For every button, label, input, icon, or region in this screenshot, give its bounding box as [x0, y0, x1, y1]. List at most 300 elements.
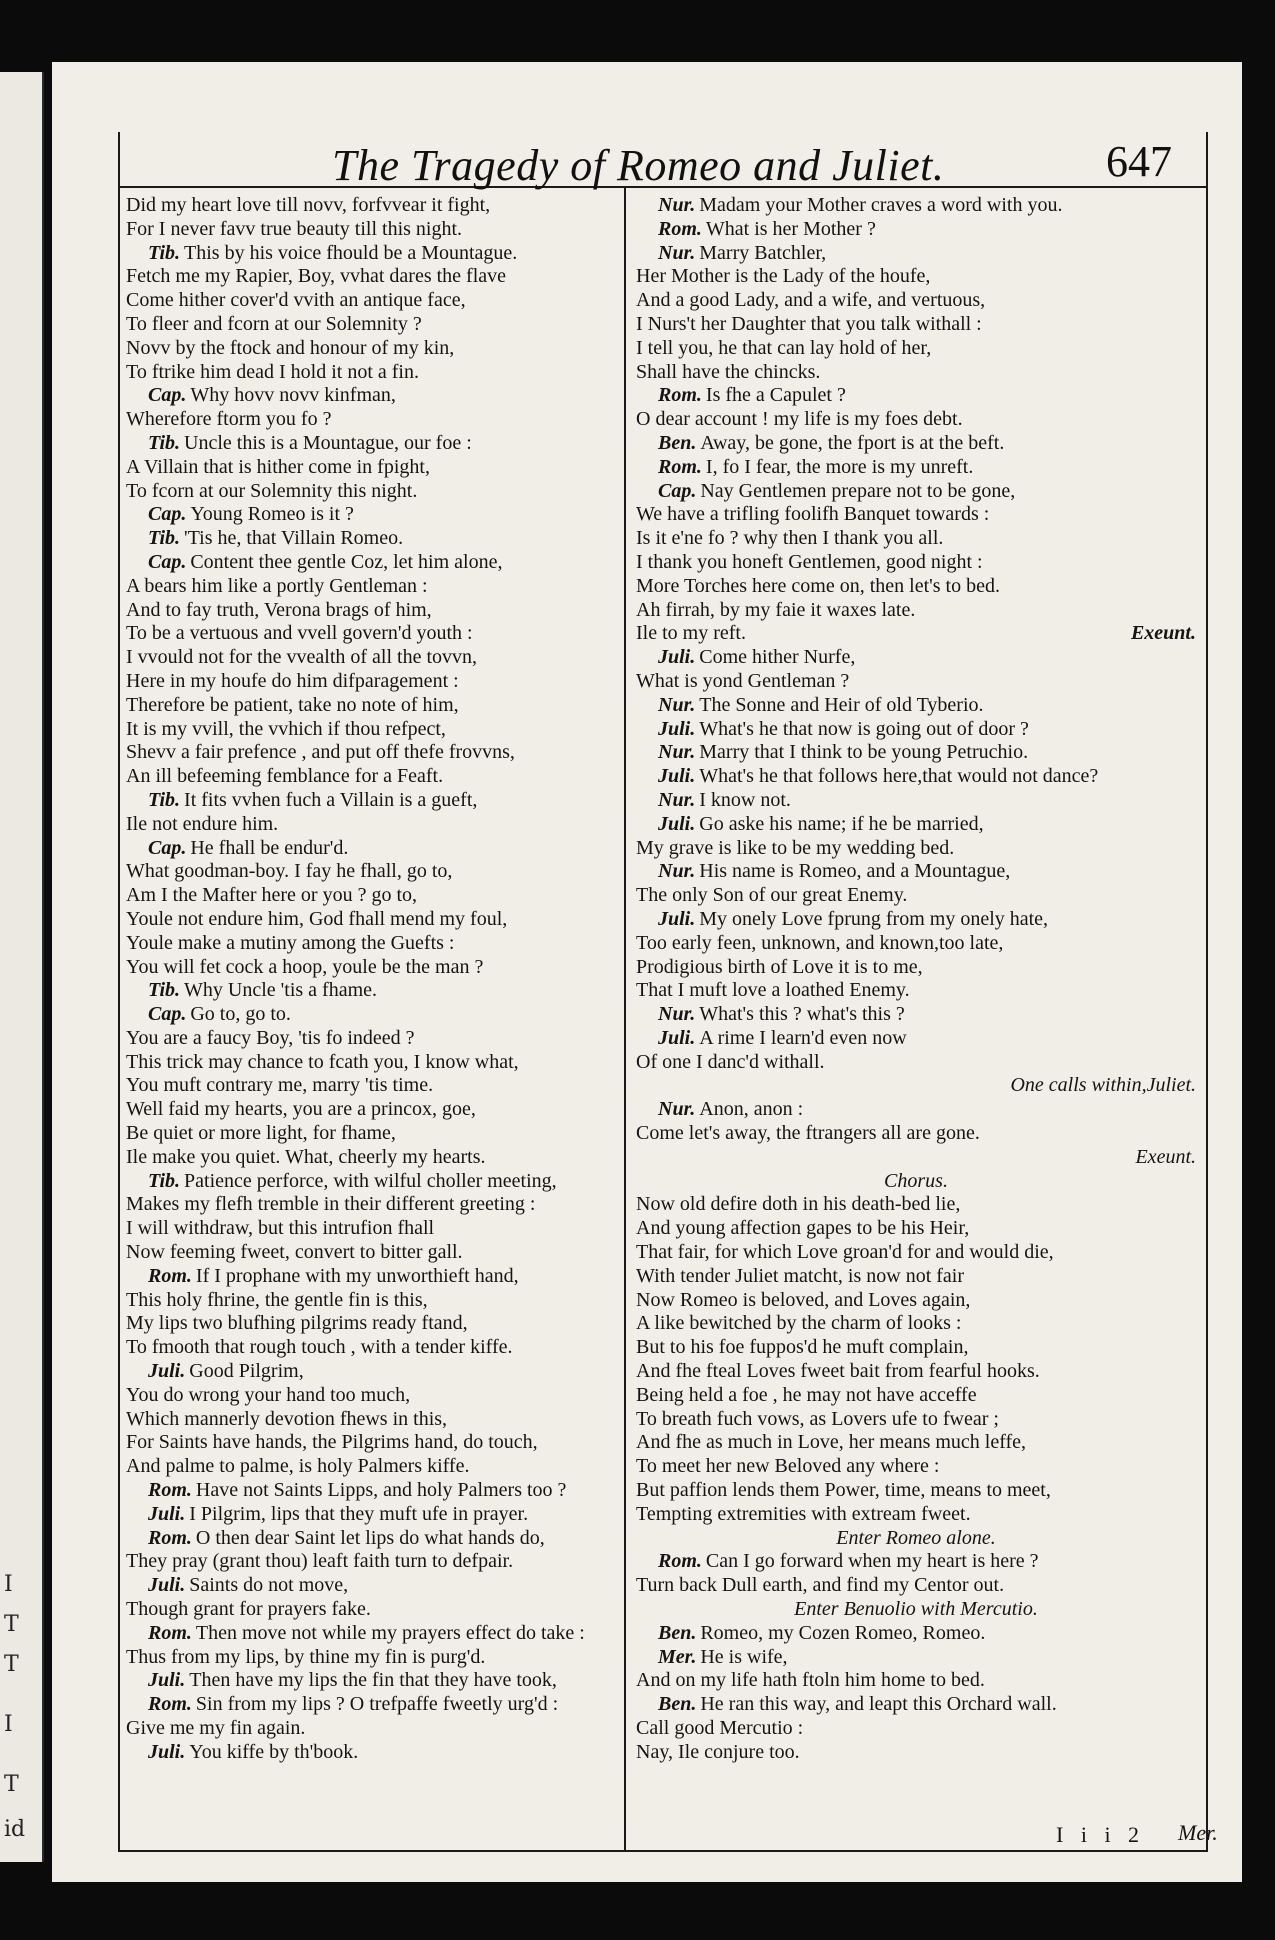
text-line [126, 718, 616, 742]
speaker-label: Nur. [658, 1098, 696, 1121]
line-text: I tell you, he that can lay hold of her, [636, 336, 932, 359]
line-text: You do wrong your hand too much, [126, 1383, 411, 1406]
line-text: With tender Juliet matcht, is now not fair [636, 1264, 965, 1287]
text-line [126, 384, 616, 408]
text-line [636, 908, 1196, 932]
line-text: Young Romeo is it ? [190, 503, 354, 526]
text-line [126, 1074, 616, 1098]
text-line [126, 1122, 616, 1146]
text-line [636, 1074, 1196, 1098]
text-line [126, 884, 616, 908]
edge-fragment: T [4, 1612, 19, 1637]
line-text: Exeunt. [1135, 1145, 1196, 1168]
line-text: Away, be gone, the fport is at the beft. [700, 431, 1005, 454]
catchword: Mer. [1178, 1820, 1218, 1845]
text-line [126, 456, 616, 480]
text-line [126, 194, 616, 218]
line-text: That fair, for which Love groan'd for and would die, [636, 1241, 1054, 1264]
text-line [636, 1122, 1196, 1146]
text-line [636, 1003, 1196, 1027]
edge-fragment: I [4, 1572, 13, 1597]
speaker-label: Nur. [658, 241, 696, 264]
line-text: Give me my fin again. [126, 1717, 306, 1739]
text-line [126, 908, 616, 932]
line-text: Nay Gentlemen prepare not to be gone, [700, 479, 1016, 502]
line-text: And fhe as much in Love, her means much leffe, [636, 1431, 1027, 1454]
line-text: O dear account ! my life is my foes debt. [636, 408, 963, 431]
text-line [636, 813, 1196, 837]
line-text: Content thee gentle Coz, let him alone, [190, 550, 503, 573]
speaker-label: Juli. [148, 1669, 186, 1692]
line-text: Then have my lips the fin that they have took, [189, 1669, 557, 1692]
text-line [126, 527, 616, 551]
text-line [126, 1479, 616, 1503]
speaker-label: Tib. [148, 979, 181, 1002]
line-text: He is wife, [700, 1645, 788, 1668]
line-text: It fits vvhen fuch a Villain is a gueft, [184, 788, 478, 811]
text-line [126, 694, 616, 718]
text-line [636, 1027, 1196, 1051]
speaker-label: Ben. [658, 1621, 697, 1644]
line-text: This holy fhrine, the gentle fin is this, [126, 1288, 428, 1311]
line-text: And on my life hath ftoln him home to bed. [636, 1669, 985, 1692]
text-line [126, 1669, 616, 1693]
text-line [636, 1669, 1196, 1693]
line-text: Is fhe a Capulet ? [705, 384, 846, 407]
line-text: A rime I learn'd even now [699, 1026, 907, 1049]
line-text: Now Romeo is beloved, and Loves again, [636, 1288, 971, 1311]
line-text: Youle not endure him, God fhall mend my foul, [126, 907, 508, 930]
line-text: Anon, anon : [699, 1098, 804, 1121]
line-text: Ile make you quiet. What, cheerly my hearts. [126, 1145, 486, 1168]
line-text: And fhe fteal Loves fweet bait from fearful hooks. [636, 1360, 1040, 1383]
line-text: Come hither Nurfe, [699, 646, 856, 669]
line-text: Have not Saints Lipps, and holy Palmers too ? [195, 1479, 567, 1502]
speaker-label: Rom. [658, 1550, 702, 1573]
edge-fragment: id [4, 1817, 26, 1842]
line-text: Enter Romeo alone. [836, 1526, 996, 1549]
text-line [636, 789, 1196, 813]
speaker-label: Mer. [658, 1645, 697, 1668]
line-text: The only Son of our great Enemy. [636, 884, 908, 907]
text-line [636, 551, 1196, 575]
line-text: Though grant for prayers fake. [126, 1598, 371, 1621]
text-line [636, 599, 1196, 623]
text-line [636, 289, 1196, 313]
line-text: And a good Lady, and a wife, and vertuous, [636, 289, 986, 312]
text-line [126, 1622, 616, 1646]
line-text: And to fay truth, Verona brags of him, [126, 598, 432, 621]
text-line [636, 1622, 1196, 1646]
speaker-label: Nur. [658, 693, 696, 716]
text-line [126, 837, 616, 861]
text-line [636, 1098, 1196, 1122]
text-line [126, 765, 616, 789]
text-line [126, 1146, 616, 1170]
line-text: Youle make a mutiny among the Guefts : [126, 931, 455, 954]
speaker-label: Nur. [658, 788, 696, 811]
line-text: I Pilgrim, lips that they muft ufe in prayer. [189, 1502, 529, 1525]
text-line [636, 575, 1196, 599]
text-line [636, 1741, 1196, 1765]
speaker-label: Rom. [658, 455, 702, 478]
speaker-label: Rom. [658, 384, 702, 407]
text-line [636, 1051, 1196, 1075]
line-text: Here in my houfe do him difparagement : [126, 669, 459, 692]
text-line [126, 1217, 616, 1241]
text-line [636, 1431, 1196, 1455]
line-text: 'Tis he, that Villain Romeo. [184, 527, 404, 550]
text-line [636, 1241, 1196, 1265]
line-text: Now old defire doth in his death-bed lie, [636, 1193, 961, 1216]
text-line [636, 218, 1196, 242]
line-text: Turn back Dull earth, and find my Centor out. [636, 1574, 1005, 1597]
line-text: More Torches here come on, then let's to bed. [636, 574, 1000, 597]
text-line [126, 575, 616, 599]
line-text: Too early feen, unknown, and known,too late, [636, 931, 1004, 954]
line-text: An ill befeeming femblance for a Feaft. [126, 765, 444, 788]
text-line [636, 361, 1196, 385]
text-line [126, 1289, 616, 1313]
speaker-label: Cap. [148, 384, 187, 407]
text-line [636, 1146, 1196, 1170]
line-text: Saints do not move, [189, 1574, 349, 1597]
line-text: He ran this way, and leapt this Orchard wall. [700, 1693, 1057, 1716]
text-line [636, 1550, 1196, 1574]
text-line [126, 1241, 616, 1265]
text-line [126, 1527, 616, 1551]
left-text-column [126, 194, 616, 1765]
line-text: One calls within,Juliet. [1010, 1074, 1196, 1097]
line-text: What's this ? what's this ? [699, 1003, 905, 1026]
line-text: Her Mother is the Lady of the houfe, [636, 265, 931, 288]
text-line [126, 1431, 616, 1455]
text-line [636, 956, 1196, 980]
line-text: Ah firrah, by my faie it waxes late. [636, 598, 916, 621]
line-text: Wherefore ftorm you fo ? [126, 408, 332, 431]
text-line [126, 599, 616, 623]
text-line [636, 456, 1196, 480]
text-line [126, 622, 616, 646]
text-line [126, 432, 616, 456]
speaker-label: Rom. [148, 1264, 192, 1287]
line-text: Come hither cover'd vvith an antique face, [126, 289, 466, 312]
edge-fragment: I [4, 1712, 13, 1737]
line-text: I, fo I fear, the more is my unreft. [705, 455, 974, 478]
line-text: Marry that I think to be young Petruchio. [699, 741, 1029, 764]
speaker-label: Cap. [658, 479, 697, 502]
frame-rule-left [118, 132, 120, 1852]
text-line [126, 1003, 616, 1027]
line-text: A bears him like a portly Gentleman : [126, 574, 428, 597]
text-line [636, 1384, 1196, 1408]
line-text: Which mannerly devotion fhews in this, [126, 1407, 448, 1430]
text-line [636, 622, 1196, 646]
line-text: But to his foe fuppos'd he muft complain, [636, 1336, 969, 1359]
line-text: What's he that follows here,that would not dance? [699, 765, 1099, 788]
line-text: I Nurs't her Daughter that you talk withall : [636, 312, 982, 335]
text-line [126, 860, 616, 884]
line-text: Nay, Ile conjure too. [636, 1740, 800, 1763]
line-text: To fleer and fcorn at our Solemnity ? [126, 312, 422, 335]
speaker-label: Cap. [148, 1003, 187, 1026]
line-text: Why Uncle 'tis a fhame. [184, 979, 378, 1002]
text-line [126, 1455, 616, 1479]
text-line [636, 979, 1196, 1003]
edge-fragment: T [4, 1652, 19, 1677]
running-head: The Tragedy of Romeo and Juliet. [332, 141, 945, 190]
text-line [126, 1098, 616, 1122]
line-text: Novv by the ftock and honour of my kin, [126, 336, 455, 359]
line-text: My grave is like to be my wedding bed. [636, 836, 955, 859]
text-line [636, 670, 1196, 694]
text-line [636, 1574, 1196, 1598]
speaker-label: Nur. [658, 741, 696, 764]
line-text: O then dear Saint let lips do what hands do, [195, 1526, 545, 1549]
line-text: They pray (grant thou) leaft faith turn to defpair. [126, 1550, 514, 1573]
line-text: Now feeming fweet, convert to bitter gall. [126, 1241, 463, 1264]
text-line [126, 503, 616, 527]
speaker-label: Cap. [148, 836, 187, 859]
speaker-label: Juli. [658, 717, 696, 740]
line-text: A like bewitched by the charm of looks : [636, 1312, 962, 1335]
line-text: Patience perforce, with wilful choller meeting, [184, 1169, 557, 1192]
text-line [636, 1503, 1196, 1527]
speaker-label: Juli. [658, 1026, 696, 1049]
line-text: You muft contrary me, marry 'tis time. [126, 1074, 434, 1097]
line-text: Call good Mercutio : [636, 1717, 804, 1739]
line-text: To meet her new Beloved any where : [636, 1455, 940, 1478]
line-text: A Villain that is hither come in fpight, [126, 455, 430, 478]
right-text-column [636, 194, 1196, 1765]
footer-rule [118, 1850, 1208, 1852]
text-line [126, 1741, 616, 1765]
speaker-label: Juli. [658, 646, 696, 669]
text-line [126, 1574, 616, 1598]
line-text: Uncle this is a Mountague, our foe : [184, 431, 472, 454]
speaker-label: Rom. [658, 217, 702, 240]
line-text: Of one I danc'd withall. [636, 1050, 825, 1073]
text-line [636, 408, 1196, 432]
line-text: Enter Benuolio with Mercutio. [794, 1598, 1038, 1621]
line-text: Did my heart love till novv, forfvvear it fight, [126, 194, 491, 216]
line-text: Come let's away, the ftrangers all are gone. [636, 1122, 980, 1145]
text-line [636, 1408, 1196, 1432]
speaker-label: Tib. [148, 527, 181, 550]
text-line [126, 480, 616, 504]
signature-mark: I i i 2 [1056, 1822, 1146, 1847]
text-line [636, 932, 1196, 956]
speaker-label: Rom. [148, 1621, 192, 1644]
line-text: You are a faucy Boy, 'tis fo indeed ? [126, 1026, 415, 1049]
speaker-label: Nur. [658, 194, 696, 216]
text-line [126, 1503, 616, 1527]
text-line [636, 741, 1196, 765]
line-text: To be a vertuous and vvell govern'd youth : [126, 622, 473, 645]
line-text: Sin from my lips ? O trefpaffe fweetly urg'd : [195, 1693, 559, 1716]
text-line [126, 1360, 616, 1384]
adjacent-page-edge [0, 72, 44, 1862]
text-line [636, 1336, 1196, 1360]
text-line [636, 265, 1196, 289]
text-line [636, 313, 1196, 337]
text-line [126, 551, 616, 575]
text-line [126, 289, 616, 313]
text-line [636, 337, 1196, 361]
speaker-label: Nur. [658, 1003, 696, 1026]
line-text: His name is Romeo, and a Mountague, [699, 860, 1011, 883]
line-text: But paffion lends them Power, time, means to meet, [636, 1479, 1051, 1502]
line-text: What is her Mother ? [705, 217, 876, 240]
text-line [636, 503, 1196, 527]
line-text: Shevv a fair prefence , and put off thefe frovvns, [126, 741, 515, 764]
text-line [636, 1312, 1196, 1336]
text-line [126, 337, 616, 361]
line-text: You kiffe by th'book. [189, 1740, 359, 1763]
text-line [126, 1170, 616, 1194]
line-text: Am I the Mafter here or you ? go to, [126, 884, 418, 907]
speaker-label: Juli. [148, 1502, 186, 1525]
text-line [126, 1051, 616, 1075]
text-line [126, 789, 616, 813]
speaker-label: Juli. [658, 907, 696, 930]
line-text: Is it e'ne fo ? why then I thank you all. [636, 527, 944, 550]
text-line [126, 361, 616, 385]
line-text: I thank you honeft Gentlemen, good night : [636, 550, 983, 573]
text-line [126, 1408, 616, 1432]
line-text: The Sonne and Heir of old Tyberio. [699, 693, 984, 716]
line-text: Go to, go to. [190, 1003, 291, 1026]
text-line [636, 480, 1196, 504]
text-line [126, 1193, 616, 1217]
text-line [636, 646, 1196, 670]
line-text: To ftrike him dead I hold it not a fin. [126, 360, 419, 383]
text-line [126, 1598, 616, 1622]
speaker-label: Juli. [658, 765, 696, 788]
line-text: Therefore be patient, take no note of him, [126, 693, 459, 716]
speaker-label: Tib. [148, 431, 181, 454]
line-text: We have a trifling foolifh Banquet towards : [636, 503, 990, 526]
line-text: Shall have the chincks. [636, 360, 821, 383]
line-text: To fcorn at our Solemnity this night. [126, 479, 418, 502]
line-text: Fetch me my Rapier, Boy, vvhat dares the flave [126, 265, 507, 288]
line-text: Chorus. [884, 1169, 948, 1192]
text-line [126, 1384, 616, 1408]
text-line [636, 718, 1196, 742]
line-text: Being held a foe , he may not have acceffe [636, 1383, 977, 1406]
speaker-label: Juli. [148, 1740, 186, 1763]
line-text: Tempting extremities with extream fweet. [636, 1502, 971, 1525]
speaker-label: Juli. [148, 1360, 186, 1383]
text-line [636, 1193, 1196, 1217]
line-text: What's he that now is going out of door ? [699, 717, 1029, 740]
line-text: My lips two blufhing pilgrims ready ftand, [126, 1312, 468, 1335]
text-line [126, 313, 616, 337]
text-line [126, 1027, 616, 1051]
text-line [126, 218, 616, 242]
line-text: It is my vvill, the vvhich if thou refpect, [126, 717, 446, 740]
text-line [636, 1717, 1196, 1741]
line-text: To fmooth that rough touch , with a tender kiffe. [126, 1336, 513, 1359]
text-line [636, 694, 1196, 718]
line-text: Madam your Mother craves a word with you. [699, 194, 1063, 216]
text-line [126, 1550, 616, 1574]
line-text: That I muft love a loathed Enemy. [636, 979, 910, 1002]
line-text: Ile not endure him. [126, 812, 279, 835]
speaker-label: Tib. [148, 788, 181, 811]
text-line [126, 932, 616, 956]
line-text: Good Pilgrim, [189, 1360, 304, 1383]
line-text: Why hovv novv kinfman, [190, 384, 396, 407]
line-text: This trick may chance to fcath you, I know what, [126, 1050, 519, 1073]
text-line [126, 408, 616, 432]
stage-direction: Exeunt. [1130, 622, 1196, 645]
text-line [636, 1265, 1196, 1289]
line-text: He fhall be endur'd. [190, 836, 349, 859]
text-line [126, 979, 616, 1003]
frame-rule-right [1206, 132, 1208, 1852]
text-line [636, 384, 1196, 408]
text-line [126, 646, 616, 670]
line-text: Ile to my reft. [636, 622, 746, 645]
text-line [126, 1646, 616, 1670]
text-line [126, 741, 616, 765]
text-line [636, 194, 1196, 218]
text-line [126, 1312, 616, 1336]
speaker-label: Juli. [658, 812, 696, 835]
text-line [126, 1717, 616, 1741]
edge-fragment: T [4, 1772, 19, 1797]
line-text: To breath fuch vows, as Lovers ufe to fwear ; [636, 1407, 999, 1430]
text-line [126, 1265, 616, 1289]
text-line [636, 765, 1196, 789]
line-text: Prodigious birth of Love it is to me, [636, 955, 923, 978]
text-line [636, 527, 1196, 551]
speaker-label: Tib. [148, 241, 181, 264]
speaker-label: Juli. [148, 1574, 186, 1597]
text-line [636, 837, 1196, 861]
text-line [636, 1527, 1196, 1551]
line-text: I know not. [699, 788, 791, 811]
line-text: Thus from my lips, by thine my fin is purg'd. [126, 1645, 486, 1668]
line-text: Marry Batchler, [699, 241, 827, 264]
text-line [126, 956, 616, 980]
line-text: What goodman-boy. I fay he fhall, go to, [126, 860, 453, 883]
column-divider [624, 188, 626, 1850]
text-line [636, 1360, 1196, 1384]
text-line [126, 242, 616, 266]
speaker-label: Rom. [148, 1526, 192, 1549]
line-text: Makes my flefh tremble in their different greeting : [126, 1193, 536, 1216]
text-line [636, 1217, 1196, 1241]
text-line [636, 1598, 1196, 1622]
line-text: I will withdraw, but this intrufion fhall [126, 1217, 435, 1240]
text-line [636, 1646, 1196, 1670]
text-line [636, 432, 1196, 456]
line-text: Go aske his name; if he be married, [699, 812, 984, 835]
text-line [126, 1693, 616, 1717]
text-line [126, 813, 616, 837]
speaker-label: Rom. [148, 1693, 192, 1716]
line-text: My onely Love fprung from my onely hate, [699, 907, 1049, 930]
speaker-label: Cap. [148, 503, 187, 526]
line-text: This by his voice fhould be a Mountague. [184, 241, 518, 264]
line-text: Romeo, my Cozen Romeo, Romeo. [700, 1621, 986, 1644]
speaker-label: Cap. [148, 550, 187, 573]
line-text: And palme to palme, is holy Palmers kiffe. [126, 1455, 470, 1478]
speaker-label: Ben. [658, 431, 697, 454]
speaker-label: Nur. [658, 860, 696, 883]
